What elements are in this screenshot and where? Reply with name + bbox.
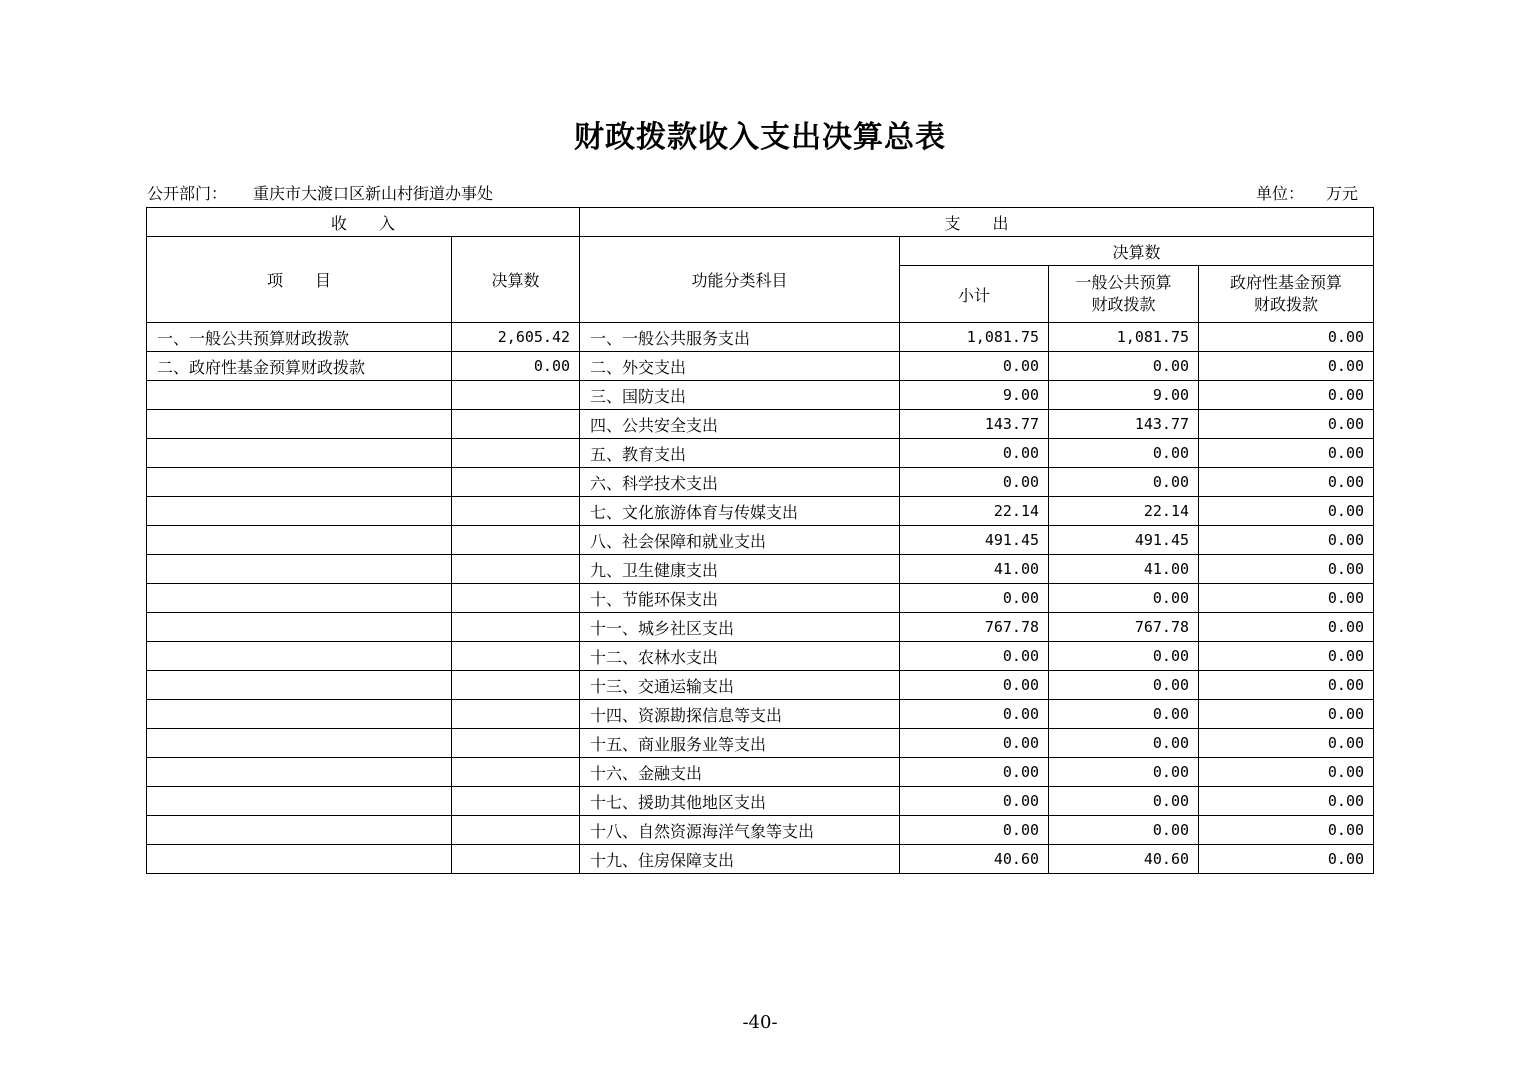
income-item-cell <box>147 671 452 700</box>
table-row <box>147 845 1374 874</box>
table-row <box>147 497 1374 526</box>
income-item-cell <box>147 497 452 526</box>
table-row <box>147 439 1374 468</box>
subtotal-cell: 767.78 <box>900 613 1049 642</box>
table-row <box>147 816 1374 845</box>
general-budget-cell: 0.00 <box>1049 584 1199 613</box>
fund-budget-cell: 0.00 <box>1199 555 1374 584</box>
income-item-cell <box>147 613 452 642</box>
table-row <box>147 555 1374 584</box>
income-amount-cell <box>452 555 580 584</box>
fund-budget-header-line1: 政府性基金预算 <box>1230 273 1343 292</box>
department-label: 公开部门： <box>147 184 228 203</box>
fund-budget-cell: 0.00 <box>1199 613 1374 642</box>
page-number: -40- <box>742 1012 778 1033</box>
income-item-cell <box>147 468 452 497</box>
table-row <box>147 787 1374 816</box>
function-category-cell: 十三、交通运输支出 <box>580 671 900 700</box>
fund-budget-header-line2: 财政拨款 <box>1254 295 1319 314</box>
income-amount-cell <box>452 381 580 410</box>
unit-label: 单位： <box>1256 184 1305 203</box>
fund-budget-cell: 0.00 <box>1199 497 1374 526</box>
income-item-cell <box>147 642 452 671</box>
general-budget-cell: 0.00 <box>1049 671 1199 700</box>
function-category-cell: 四、公共安全支出 <box>580 410 900 439</box>
income-amount-cell <box>452 526 580 555</box>
income-amount-header: 决算数 <box>452 237 580 323</box>
table-row <box>147 323 1374 352</box>
table-row <box>147 352 1374 381</box>
table-row <box>147 729 1374 758</box>
function-category-header: 功能分类科目 <box>580 237 900 323</box>
subtotal-cell: 0.00 <box>900 758 1049 787</box>
general-budget-cell: 1,081.75 <box>1049 323 1199 352</box>
function-category-cell: 二、外交支出 <box>580 352 900 381</box>
subtotal-cell: 0.00 <box>900 700 1049 729</box>
subtotal-cell: 0.00 <box>900 584 1049 613</box>
income-item-cell <box>147 526 452 555</box>
general-budget-cell: 143.77 <box>1049 410 1199 439</box>
fund-budget-cell: 0.00 <box>1199 758 1374 787</box>
subtotal-cell: 9.00 <box>900 381 1049 410</box>
subtotal-cell: 41.00 <box>900 555 1049 584</box>
function-category-cell: 五、教育支出 <box>580 439 900 468</box>
income-amount-cell <box>452 439 580 468</box>
general-budget-cell: 0.00 <box>1049 700 1199 729</box>
income-item-cell <box>147 700 452 729</box>
general-budget-cell: 0.00 <box>1049 787 1199 816</box>
page-title: 财政拨款收入支出决算总表 <box>574 120 946 155</box>
function-category-cell: 十二、农林水支出 <box>580 642 900 671</box>
general-budget-cell: 40.60 <box>1049 845 1199 874</box>
fund-budget-cell: 0.00 <box>1199 526 1374 555</box>
fund-budget-cell: 0.00 <box>1199 700 1374 729</box>
function-category-cell: 十七、援助其他地区支出 <box>580 787 900 816</box>
function-category-cell: 十九、住房保障支出 <box>580 845 900 874</box>
income-amount-cell <box>452 410 580 439</box>
general-budget-cell: 0.00 <box>1049 468 1199 497</box>
table-row <box>147 700 1374 729</box>
function-category-cell: 六、科学技术支出 <box>580 468 900 497</box>
income-item-cell <box>147 555 452 584</box>
function-category-cell: 十五、商业服务业等支出 <box>580 729 900 758</box>
income-item-cell: 一、一般公共预算财政拨款 <box>147 323 452 352</box>
income-item-cell <box>147 816 452 845</box>
subtotal-cell: 0.00 <box>900 671 1049 700</box>
fund-budget-cell: 0.00 <box>1199 468 1374 497</box>
department-info <box>147 181 493 204</box>
item-header: 项 目 <box>147 237 452 323</box>
general-budget-cell: 9.00 <box>1049 381 1199 410</box>
subtotal-cell: 40.60 <box>900 845 1049 874</box>
income-item-cell <box>147 845 452 874</box>
income-amount-cell <box>452 642 580 671</box>
income-amount-cell: 2,605.42 <box>452 323 580 352</box>
income-header: 收 入 <box>147 208 580 237</box>
income-amount-cell <box>452 584 580 613</box>
income-item-cell: 二、政府性基金预算财政拨款 <box>147 352 452 381</box>
unit-value: 万元 <box>1326 184 1359 203</box>
subtotal-header: 小计 <box>900 266 1049 323</box>
table-row <box>147 526 1374 555</box>
budget-table <box>146 207 1374 874</box>
income-item-cell <box>147 410 452 439</box>
income-amount-cell <box>452 613 580 642</box>
function-category-cell: 九、卫生健康支出 <box>580 555 900 584</box>
income-item-cell <box>147 584 452 613</box>
subtotal-cell: 491.45 <box>900 526 1049 555</box>
income-amount-cell: 0.00 <box>452 352 580 381</box>
income-item-cell <box>147 381 452 410</box>
income-amount-cell <box>452 497 580 526</box>
fund-budget-cell: 0.00 <box>1199 323 1374 352</box>
fund-budget-cell: 0.00 <box>1199 845 1374 874</box>
function-category-cell: 七、文化旅游体育与传媒支出 <box>580 497 900 526</box>
function-category-cell: 十六、金融支出 <box>580 758 900 787</box>
general-budget-header-line1: 一般公共预算 <box>1075 273 1172 292</box>
function-category-cell: 十八、自然资源海洋气象等支出 <box>580 816 900 845</box>
fund-budget-cell: 0.00 <box>1199 584 1374 613</box>
income-item-cell <box>147 758 452 787</box>
general-budget-cell: 0.00 <box>1049 729 1199 758</box>
function-category-cell: 三、国防支出 <box>580 381 900 410</box>
table-row <box>147 468 1374 497</box>
fund-budget-cell: 0.00 <box>1199 671 1374 700</box>
table-row <box>147 613 1374 642</box>
fund-budget-cell: 0.00 <box>1199 352 1374 381</box>
income-amount-cell <box>452 729 580 758</box>
income-item-cell <box>147 439 452 468</box>
table-row <box>147 671 1374 700</box>
income-amount-cell <box>452 671 580 700</box>
function-category-cell: 八、社会保障和就业支出 <box>580 526 900 555</box>
department-name: 重庆市大渡口区新山村街道办事处 <box>253 184 494 203</box>
fund-budget-header <box>1199 266 1374 323</box>
function-category-cell: 一、一般公共服务支出 <box>580 323 900 352</box>
unit-info <box>1256 181 1358 204</box>
general-budget-header <box>1049 266 1199 323</box>
general-budget-cell: 0.00 <box>1049 642 1199 671</box>
general-budget-cell: 0.00 <box>1049 352 1199 381</box>
general-budget-cell: 41.00 <box>1049 555 1199 584</box>
general-budget-cell: 767.78 <box>1049 613 1199 642</box>
fund-budget-cell: 0.00 <box>1199 381 1374 410</box>
table-row <box>147 381 1374 410</box>
table-row <box>147 584 1374 613</box>
table-row <box>147 410 1374 439</box>
fund-budget-cell: 0.00 <box>1199 729 1374 758</box>
income-amount-cell <box>452 787 580 816</box>
general-budget-cell: 0.00 <box>1049 439 1199 468</box>
subtotal-cell: 0.00 <box>900 816 1049 845</box>
function-category-cell: 十四、资源勘探信息等支出 <box>580 700 900 729</box>
table-row <box>147 642 1374 671</box>
income-item-cell <box>147 787 452 816</box>
subtotal-cell: 0.00 <box>900 468 1049 497</box>
fund-budget-cell: 0.00 <box>1199 439 1374 468</box>
subtotal-cell: 0.00 <box>900 439 1049 468</box>
subtotal-cell: 1,081.75 <box>900 323 1049 352</box>
fund-budget-cell: 0.00 <box>1199 816 1374 845</box>
general-budget-cell: 0.00 <box>1049 816 1199 845</box>
income-amount-cell <box>452 468 580 497</box>
income-amount-cell <box>452 816 580 845</box>
table-row <box>147 758 1374 787</box>
subtotal-cell: 0.00 <box>900 352 1049 381</box>
header-row-1 <box>147 208 1374 237</box>
fund-budget-cell: 0.00 <box>1199 787 1374 816</box>
general-budget-cell: 22.14 <box>1049 497 1199 526</box>
subtotal-cell: 0.00 <box>900 787 1049 816</box>
subtotal-cell: 22.14 <box>900 497 1049 526</box>
income-amount-cell <box>452 845 580 874</box>
subtotal-cell: 143.77 <box>900 410 1049 439</box>
header-row-2 <box>147 237 1374 266</box>
general-budget-cell: 0.00 <box>1049 758 1199 787</box>
expense-header: 支 出 <box>580 208 1374 237</box>
income-amount-cell <box>452 758 580 787</box>
subtotal-cell: 0.00 <box>900 642 1049 671</box>
income-item-cell <box>147 729 452 758</box>
general-budget-cell: 491.45 <box>1049 526 1199 555</box>
fund-budget-cell: 0.00 <box>1199 642 1374 671</box>
function-category-cell: 十、节能环保支出 <box>580 584 900 613</box>
general-budget-header-line2: 财政拨款 <box>1091 295 1156 314</box>
subtotal-cell: 0.00 <box>900 729 1049 758</box>
expense-amount-header: 决算数 <box>900 237 1374 266</box>
fund-budget-cell: 0.00 <box>1199 410 1374 439</box>
function-category-cell: 十一、城乡社区支出 <box>580 613 900 642</box>
income-amount-cell <box>452 700 580 729</box>
